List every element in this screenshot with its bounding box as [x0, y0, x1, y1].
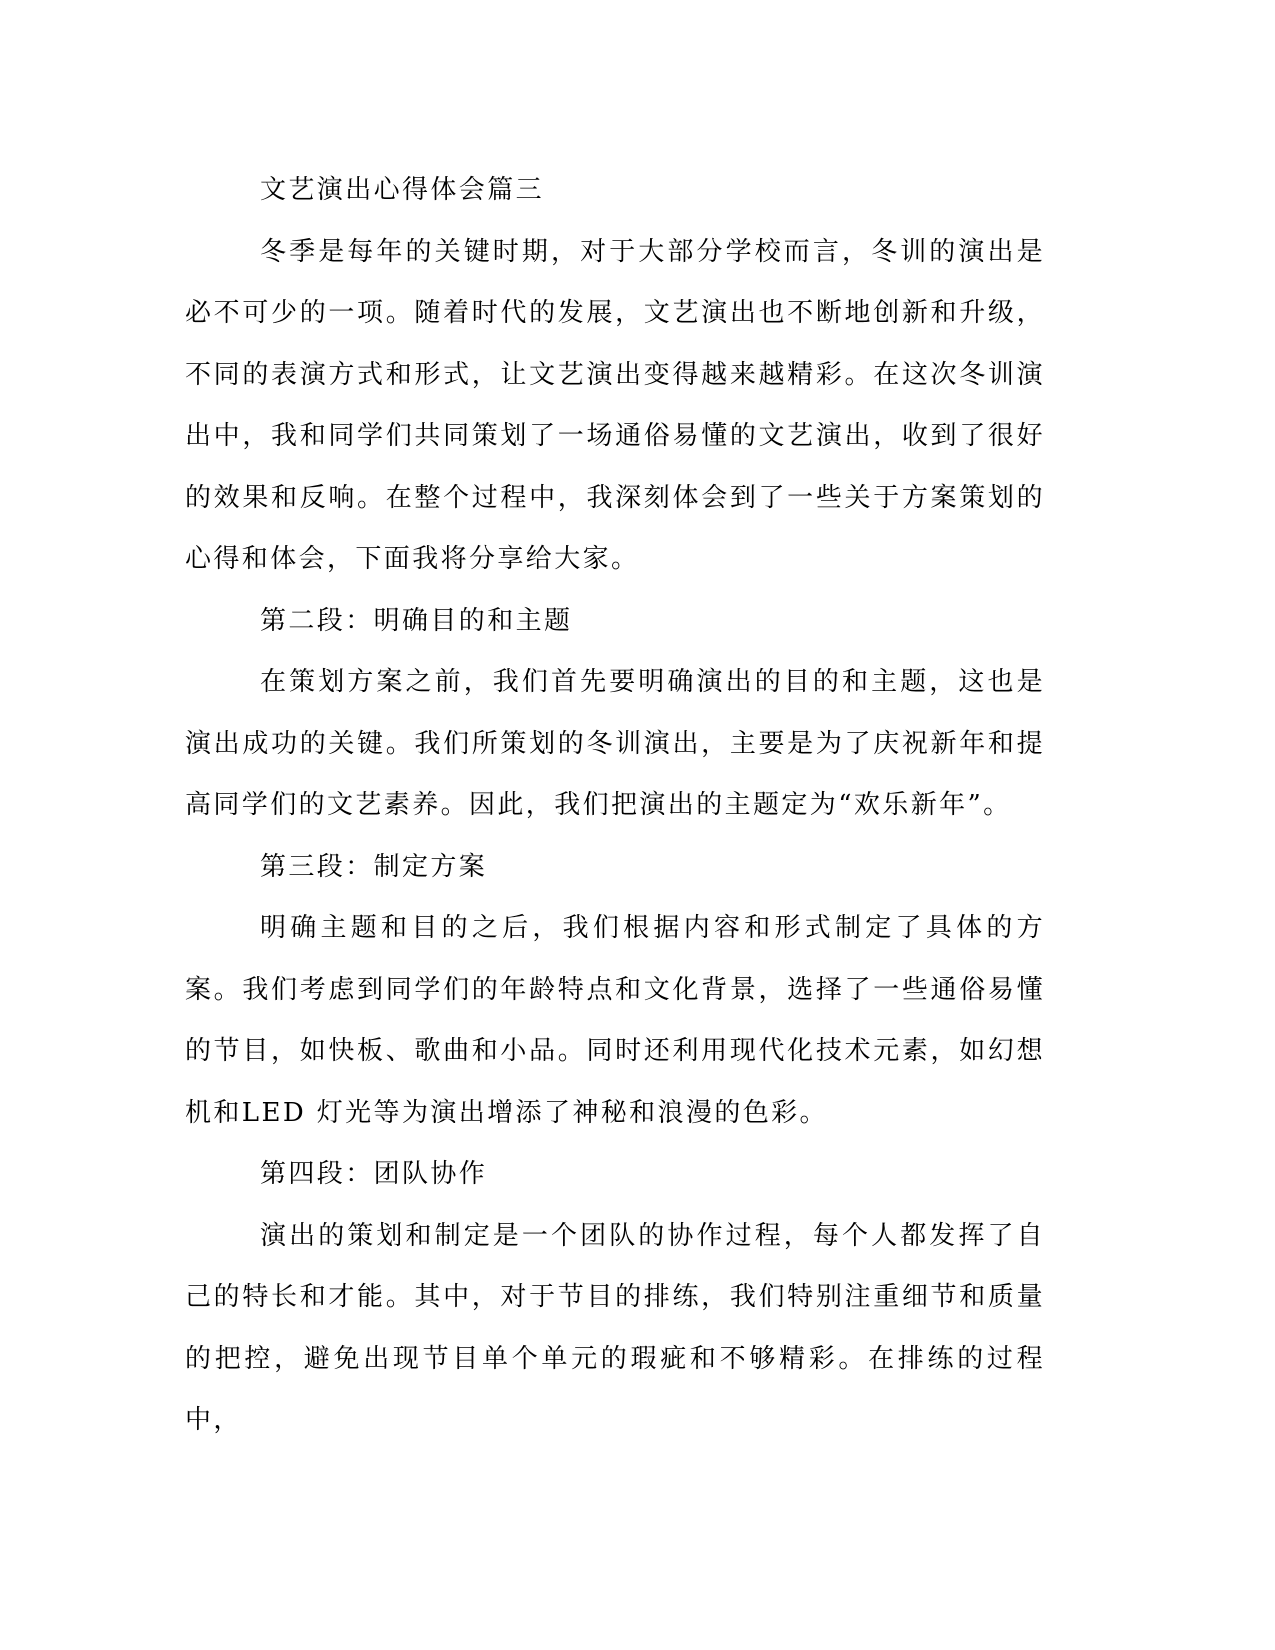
paragraph-section-2: 在策划方案之前，我们首先要明确演出的目的和主题，这也是演出成功的关键。我们所策划的冬训演出，主要是为了庆祝新年和提高同学们的文艺素养。因此，我们把演出的主题定为“欢乐新年”。	[185, 667, 1045, 820]
paragraph-section-4: 演出的策划和制定是一个团队的协作过程，每个人都发挥了自己的特长和才能。其中，对于节目的排练，我们特别注重细节和质量的把控，避免出现节目单个单元的瑕疵和不够精彩。在排练的过程中，	[185, 1220, 1045, 1435]
paragraph-intro: 冬季是每年的关键时期，对于大部分学校而言，冬训的演出是必不可少的一项。随着时代的发展，文艺演出也不断地创新和升级，不同的表演方式和形式，让文艺演出变得越来越精彩。在这次冬训演出中，我和同学们共同策划了一场通俗易懂的文艺演出，收到了很好的效果和反响。在整个过程中，我深刻体会到了一些关于方案策划的心得和体会，下面我将分享给大家。	[185, 236, 1045, 574]
document-title: 文艺演出心得体会篇三	[260, 175, 545, 205]
section-heading-3: 第三段：制定方案	[260, 851, 488, 882]
paragraph-section-3: 明确主题和目的之后，我们根据内容和形式制定了具体的方案。我们考虑到同学们的年龄特点和文化背景，选择了一些通俗易懂的节目，如快板、歌曲和小品。同时还利用现代化技术元素，如幻想机和LED 灯光等为演出增添了神秘和浪漫的色彩。	[185, 913, 1045, 1128]
section-heading-2: 第二段：明确目的和主题	[260, 605, 573, 636]
section-heading-4: 第四段：团队协作	[260, 1159, 488, 1189]
document-body	[185, 160, 1045, 1452]
